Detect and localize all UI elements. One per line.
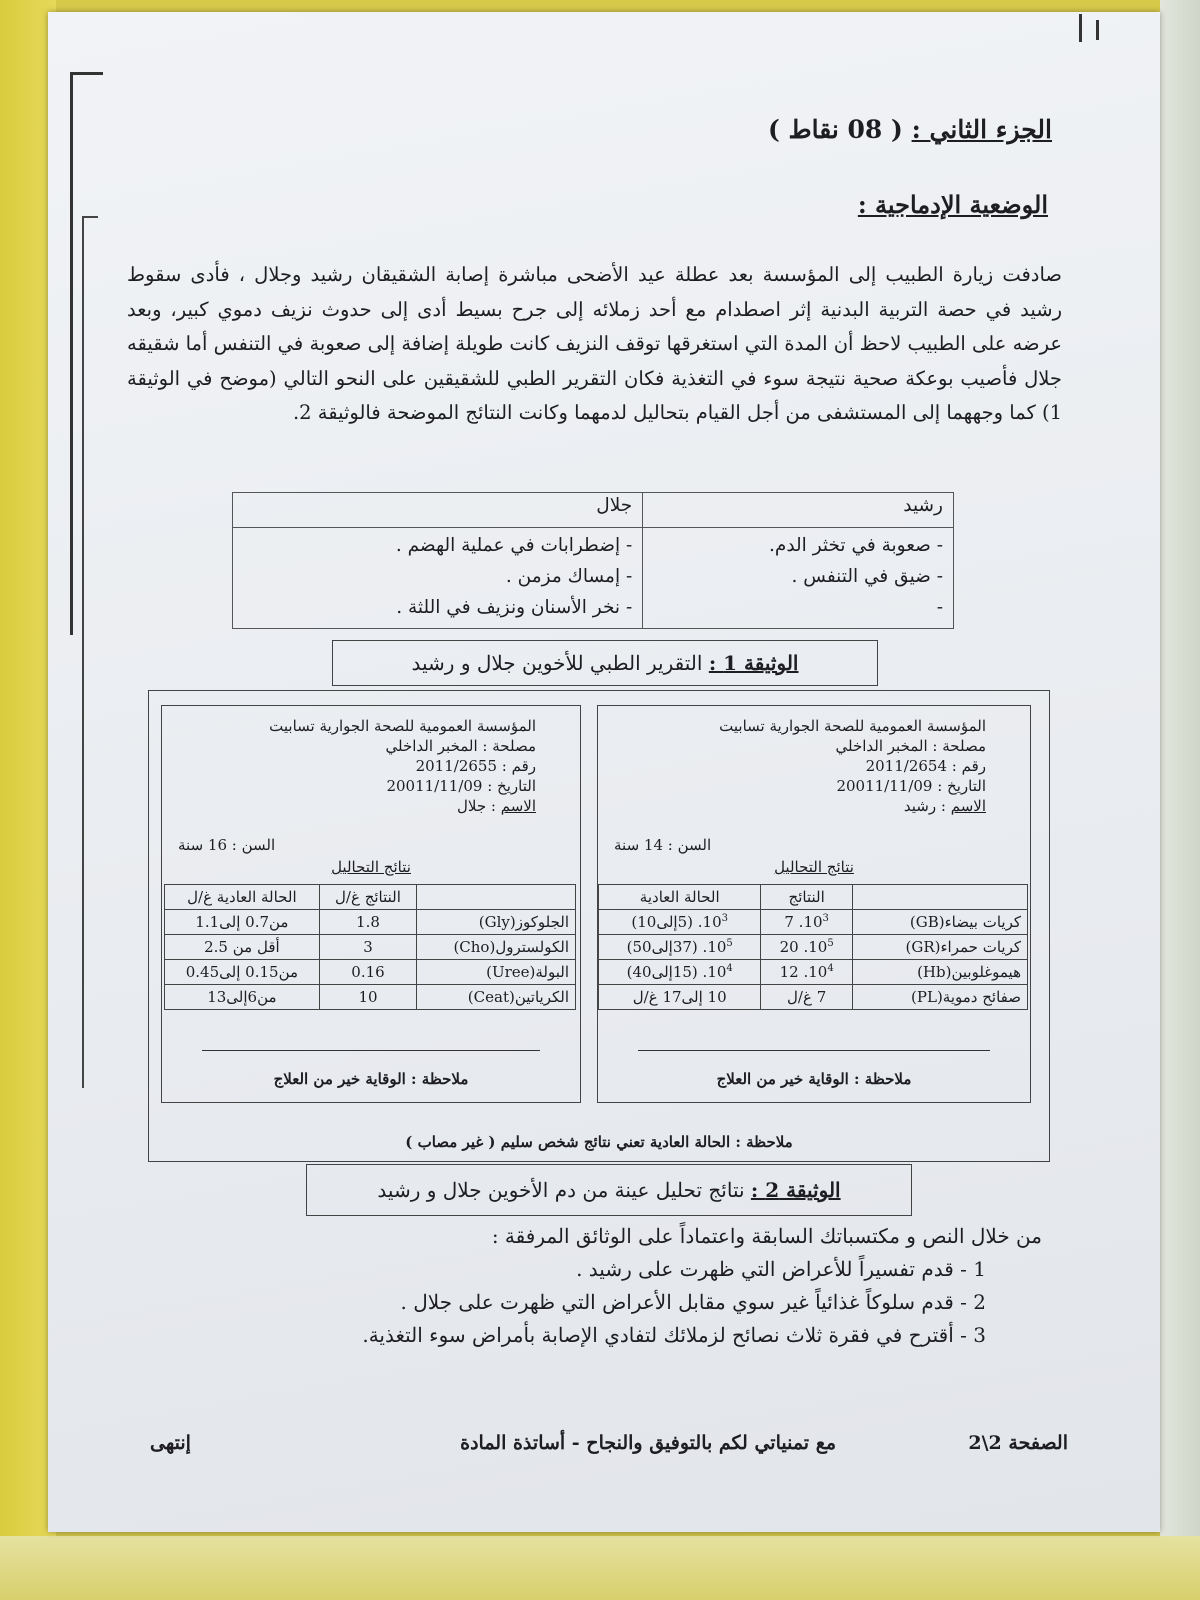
report-service: مصلحة : المخبر الداخلي xyxy=(835,737,986,755)
report-name xyxy=(269,796,536,816)
test-normal xyxy=(599,935,761,960)
lab-report-jalal xyxy=(161,705,581,1103)
symptom-item: - إضطرابات في عملية الهضم . xyxy=(395,535,633,556)
part-title xyxy=(768,115,1052,144)
normal-exp: 4 xyxy=(726,963,733,974)
report-name xyxy=(719,796,986,816)
symptoms-cell-rachid xyxy=(643,528,954,629)
test-normal: 10 إلى17 غ/ل xyxy=(599,985,761,1010)
results-table-jalal xyxy=(164,884,576,1010)
report-name-label: الاسم xyxy=(500,797,536,815)
footer-end: إنتهى xyxy=(150,1432,191,1454)
test-result xyxy=(761,960,852,985)
table-row xyxy=(165,910,576,935)
symptom-item: - صعوبة في تخثر الدم. xyxy=(769,535,943,556)
document-2-label: الوثيقة 2 : xyxy=(750,1178,841,1202)
test-result: 0.16 xyxy=(319,960,416,985)
test-result: 7 غ/ل xyxy=(761,985,852,1010)
symptom-item: - نخر الأسنان ونزيف في اللثة . xyxy=(396,597,633,618)
questions-intro: من خلال النص و مكتسباتك السابقة واعتماداً على الوثائق المرفقة : xyxy=(491,1224,1042,1248)
report-name-value: : جلال xyxy=(457,797,501,815)
col-header-normal: الحالة العادية غ/ل xyxy=(165,885,320,910)
corner-mark xyxy=(1079,14,1122,42)
test-normal: أقل من 2.5 xyxy=(165,935,320,960)
results-table-rachid xyxy=(598,884,1028,1010)
intro-paragraph: صادفت زيارة الطبيب إلى المؤسسة بعد عطلة عيد الأضحى مباشرة إصابة الشقيقان رشيد وجلال ، فأدى سقوط رشيد في حصة التربية البدنية إثر اصطدام مع أحد زملائه إلى جرح بسيط أدى إلى حدوث نزيف دموي كبير، وبعد عرضه على الطبيب لاحظ أن المدة التي استغرقها توقف النزيف كانت طويلة إضافة إلى صعوبة في التنفس أما شقيقه جلال فأصيب بوعكة صحية نتيجة سوء في التغذية فكان التقرير الطبي للشقيقين على النحو التالي (موضح في الوثيقة 1) كما وجههما إلى المستشفى من أجل القيام بتحاليل لدمهما وكانت النتائج الموضحة فالوثيقة 2. xyxy=(127,263,1062,424)
table-row xyxy=(599,935,1028,960)
normal-tail: . (15إلى40) xyxy=(626,963,708,981)
symptoms-header-rachid: رشيد xyxy=(643,493,954,528)
table-row xyxy=(165,960,576,985)
test-normal: من6إلى13 xyxy=(165,985,320,1010)
symptoms-header-jalal: جلال xyxy=(233,493,643,528)
report-institution: المؤسسة العمومية للصحة الجوارية تسابيت xyxy=(269,717,536,735)
normal-base: 10 xyxy=(702,913,722,931)
symptom-item: - xyxy=(936,597,943,618)
normal-state-note: ملاحظة : الحالة العادية تعني نتائج شخص سليم ( غير مصاب ) xyxy=(405,1133,793,1151)
report-number: رقم : 2011/2654 xyxy=(865,757,986,775)
question-item: 2 - قدم سلوكاً غذائياً غير سوي مقابل الأعراض التي ظهرت على جلال . xyxy=(400,1290,986,1314)
test-name: الكولسترول(Cho) xyxy=(417,935,576,960)
document-1-label: الوثيقة 1 : xyxy=(708,651,799,675)
table-row xyxy=(165,935,576,960)
table-row xyxy=(599,985,1028,1010)
situation-title: الوضعية الإدماجية : xyxy=(857,190,1048,219)
result-tail: . 7 xyxy=(784,913,804,931)
test-name: صفائح دموية(PL) xyxy=(852,985,1027,1010)
col-header-result: النتائج غ/ل xyxy=(319,885,416,910)
report-results-title xyxy=(162,858,580,876)
page-footer xyxy=(150,1432,1068,1462)
results-title-text: نتائج التحاليل xyxy=(774,858,854,876)
report-institution: المؤسسة العمومية للصحة الجوارية تسابيت xyxy=(719,717,986,735)
normal-tail: . (37إلى50) xyxy=(626,938,708,956)
document-1-text: التقرير الطبي للأخوين جلال و رشيد xyxy=(411,651,703,675)
normal-exp: 5 xyxy=(726,938,733,949)
result-tail: . 12 xyxy=(779,963,809,981)
test-result xyxy=(761,910,852,935)
document-1-caption xyxy=(332,640,878,686)
table-row xyxy=(165,985,576,1010)
col-header-test xyxy=(852,885,1027,910)
result-tail: . 20 xyxy=(779,938,809,956)
footer-wishes: مع تمنياتي لكم بالتوفيق والنجاح - أساتذة المادة xyxy=(460,1432,836,1454)
test-result: 3 xyxy=(319,935,416,960)
margin-bracket-inner xyxy=(82,216,98,1088)
signature-line xyxy=(638,1050,990,1051)
test-normal xyxy=(599,960,761,985)
result-exp: 5 xyxy=(827,938,834,949)
test-name: الجلوكوز(Gly) xyxy=(417,910,576,935)
test-name: الكرياتين(Ceat) xyxy=(417,985,576,1010)
result-base: 10 xyxy=(808,963,828,981)
report-results-title xyxy=(598,858,1030,876)
report-age: السن : 16 سنة xyxy=(178,836,276,854)
test-normal xyxy=(599,910,761,935)
normal-base: 10 xyxy=(707,963,727,981)
normal-exp: 3 xyxy=(721,913,729,924)
results-title-text: نتائج التحاليل xyxy=(331,858,411,876)
question-item: 3 - أقترح في فقرة ثلاث نصائح لزملائك لتفادي الإصابة بأمراض سوء التغذية. xyxy=(362,1323,986,1347)
test-name: البولة(Uree) xyxy=(417,960,576,985)
test-name: كريات بيضاء(GB) xyxy=(852,910,1027,935)
binder-bottom-edge xyxy=(0,1536,1200,1600)
normal-base: 10 xyxy=(707,938,727,956)
report-name-label: الاسم xyxy=(950,797,986,815)
test-result xyxy=(761,935,852,960)
part-points: ( 08 نقاط ) xyxy=(767,115,903,144)
test-normal: من0.15 إلى0.45 xyxy=(165,960,320,985)
report-number: رقم : 2011/2655 xyxy=(415,757,536,775)
test-name: هيموغلوبين(Hb) xyxy=(852,960,1027,985)
table-row xyxy=(599,910,1028,935)
questions-section xyxy=(162,1220,1042,1352)
report-service: مصلحة : المخبر الداخلي xyxy=(385,737,536,755)
symptoms-cell-jalal xyxy=(233,528,643,629)
col-header-normal: الحالة العادية xyxy=(599,885,761,910)
symptoms-table xyxy=(232,492,954,629)
normal-tail: . (5إلى10) xyxy=(631,913,703,931)
test-result: 10 xyxy=(319,985,416,1010)
document-2-caption xyxy=(306,1164,912,1216)
result-exp: 3 xyxy=(822,913,829,924)
question-item: 1 - قدم تفسيراً للأعراض التي ظهرت على رشيد . xyxy=(576,1257,986,1281)
report-age: السن : 14 سنة xyxy=(614,836,712,854)
result-base: 10 xyxy=(808,938,828,956)
signature-line xyxy=(202,1050,540,1051)
report-name-value: : رشيد xyxy=(903,797,951,815)
report-note: ملاحظة : الوقاية خير من العلاج xyxy=(716,1070,912,1088)
part-title-label: الجزء الثاني : xyxy=(911,115,1052,144)
binder-right-edge xyxy=(1160,0,1200,1600)
lab-report-rachid xyxy=(597,705,1031,1103)
col-header-test xyxy=(417,885,576,910)
result-exp: 4 xyxy=(827,963,834,974)
result-base: 10 xyxy=(803,913,823,931)
test-name: كريات حمراء(GR) xyxy=(852,935,1027,960)
symptom-item: - ضيق في التنفس . xyxy=(791,566,943,587)
symptom-item: - إمساك مزمن . xyxy=(505,566,633,587)
col-header-result: النتائج xyxy=(761,885,852,910)
report-note: ملاحظة : الوقاية خير من العلاج xyxy=(273,1070,469,1088)
lab-reports-frame xyxy=(148,690,1050,1162)
test-result: 1.8 xyxy=(319,910,416,935)
table-row xyxy=(599,960,1028,985)
report-date: التاريخ : 20011/11/09 xyxy=(386,777,536,795)
report-date: التاريخ : 20011/11/09 xyxy=(836,777,986,795)
document-2-text: نتائج تحليل عينة من دم الأخوين جلال و رشيد xyxy=(377,1178,745,1202)
test-normal: من0.7 إلى1.1 xyxy=(165,910,320,935)
page-number: الصفحة 2\2 xyxy=(968,1432,1068,1454)
